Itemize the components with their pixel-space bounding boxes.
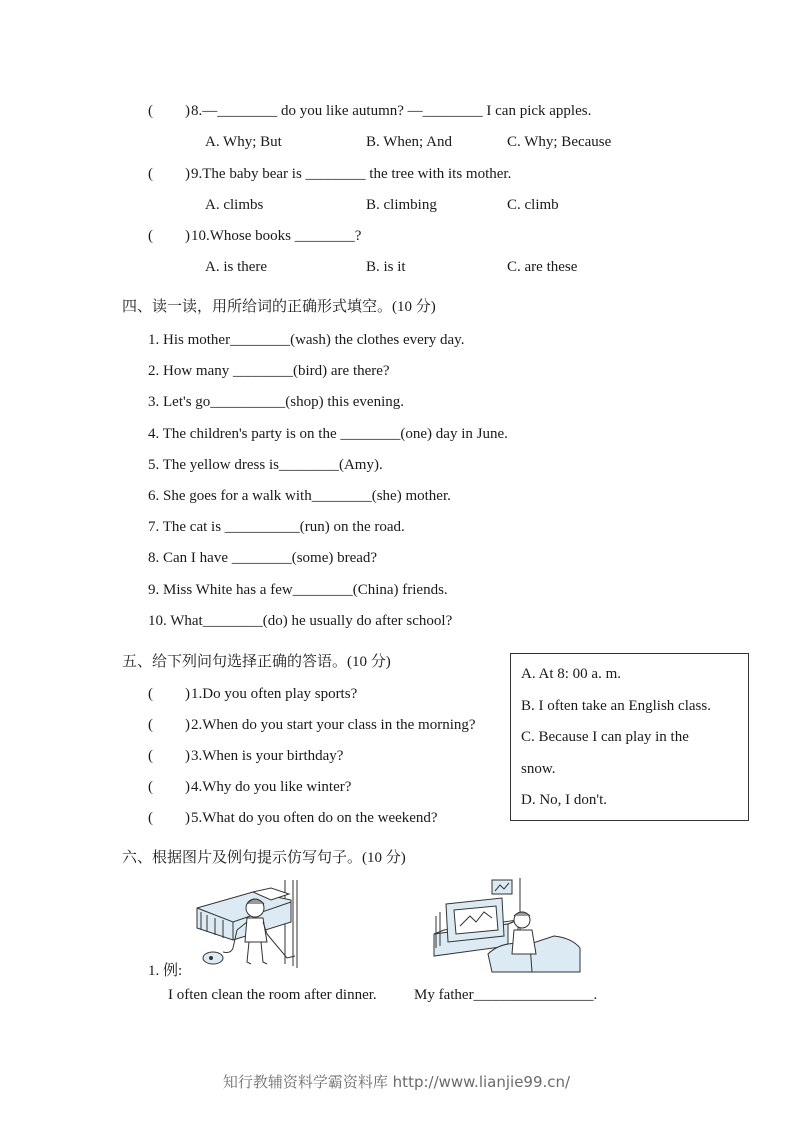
option-b: B. is it	[366, 259, 406, 275]
section-4-title: 四、读一读，用所给词的正确形式填空。(10 分)	[122, 299, 436, 315]
fill-in-item[interactable]: 1. His mother________(wash) the clothes every day.	[148, 332, 465, 348]
fill-in-item[interactable]: 9. Miss White has a few________(China) friends.	[148, 582, 448, 598]
answer-options-box	[510, 653, 749, 821]
fill-in-item[interactable]: 2. How many ________(bird) are there?	[148, 363, 390, 379]
question-text: 4.Why do you like winter?	[191, 779, 352, 795]
fill-in-item[interactable]: 5. The yellow dress is________(Amy).	[148, 457, 383, 473]
option-b: B. climbing	[366, 197, 437, 213]
answer-option-c-continued: snow.	[521, 761, 556, 777]
section-6-title: 六、根据图片及例句提示仿写句子。(10 分)	[122, 850, 406, 866]
option-a: A. climbs	[205, 197, 264, 213]
boy-cleaning-illustration	[193, 878, 305, 970]
section-5-title: 五、给下列问句选择正确的答语。(10 分)	[122, 654, 391, 670]
question-text: 5.What do you often do on the weekend?	[191, 810, 438, 826]
answer-option-c: C. Because I can play in the	[521, 729, 689, 745]
fill-in-item[interactable]: 8. Can I have ________(some) bread?	[148, 550, 378, 566]
answer-option-a: A. At 8: 00 a. m.	[521, 666, 621, 682]
fill-in-item[interactable]: 7. The cat is __________(run) on the road.	[148, 519, 405, 535]
answer-option-b: B. I often take an English class.	[521, 698, 711, 714]
option-b: B. When; And	[366, 134, 452, 150]
question-text: 2.When do you start your class in the morning?	[191, 717, 476, 733]
fill-in-item[interactable]: 4. The children's party is on the ________(one) day in June.	[148, 426, 508, 442]
question-text: 3.When is your birthday?	[191, 748, 344, 764]
option-c: C. are these	[507, 259, 578, 275]
option-c: C. climb	[507, 197, 559, 213]
answer-option-d: D. No, I don't.	[521, 792, 608, 808]
fill-in-item[interactable]: 10. What________(do) he usually do after school?	[148, 613, 453, 629]
writing-prompt[interactable]: My father________________.	[414, 987, 598, 1003]
question-text: 1.Do you often play sports?	[191, 686, 358, 702]
option-a: A. is there	[205, 259, 268, 275]
question-stem: 10.Whose books ________?	[191, 228, 362, 244]
option-c: C. Why; Because	[507, 134, 612, 150]
example-sentence: I often clean the room after dinner.	[168, 987, 377, 1003]
fill-in-item[interactable]: 6. She goes for a walk with________(she) mother.	[148, 488, 451, 504]
question-stem: 8.—________ do you like autumn? —________ I can pick apples.	[191, 103, 592, 119]
example-label: 1. 例:	[148, 963, 183, 979]
fill-in-item[interactable]: 3. Let's go__________(shop) this evening.	[148, 394, 405, 410]
option-a: A. Why; But	[205, 134, 282, 150]
question-stem: 9.The baby bear is ________ the tree with its mother.	[191, 166, 512, 182]
father-watching-tv-illustration	[432, 876, 584, 974]
footer-watermark: 知行教辅资料学霸资料库 http://www.lianjie99.cn/	[222, 1073, 571, 1091]
